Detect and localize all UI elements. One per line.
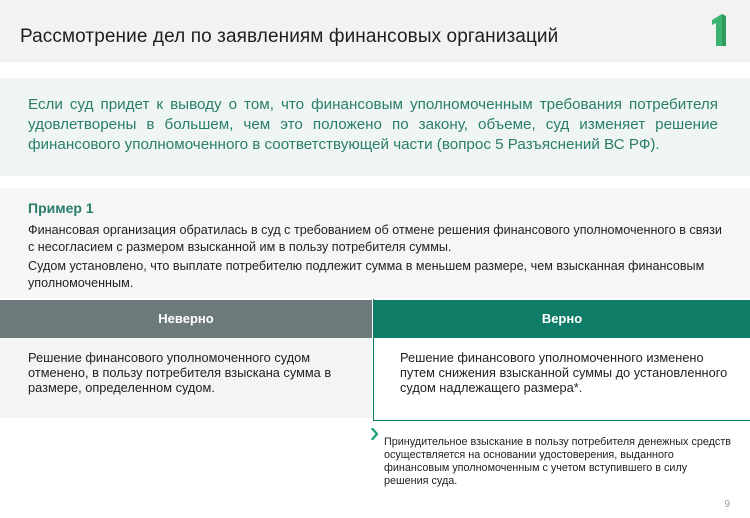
wrong-column-header: Неверно (0, 300, 372, 338)
intro-block (0, 78, 750, 176)
wrong-column-text: Решение финансового уполномоченного судом отменено, в пользу потребителя взыскана сумма в размере, определенном судом. (28, 350, 332, 395)
example-paragraph-1: Финансовая организация обратилась в суд с требованием об отмене решения финансового уполномоченного в связи с несогласием с размером взысканной им в пользу потребителя суммы. (28, 223, 722, 254)
example-block (0, 188, 750, 298)
intro-text: Если суд придет к выводу о том, что финансовым уполномоченным требования потребителя удовлетворены в большем, чем это положено по закону, объеме, суд изменяет решение финансового уполномоченного в соответствующей части (вопрос 5 Разъяснений ВС РФ). (28, 96, 718, 153)
chevron-right-icon (371, 428, 379, 440)
digit-one-logo-icon (706, 12, 730, 48)
footnote-text: Принудительное взыскание в пользу потребителя денежных средств осуществляется на основании удостоверения, выданного финансовым уполномоченным с учетом вступившего в силу решения суда. (384, 436, 732, 487)
example-paragraph-2: Судом установлено, что выплате потребителю подлежит сумма в меньшем размере, чем взысканная финансовым уполномоченным. (28, 259, 705, 290)
right-column-text: Решение финансового уполномоченного изменено путем снижения взысканной суммы до установленного судом надлежащего размера*. (400, 350, 728, 395)
example-title: Пример 1 (28, 200, 94, 216)
right-column-header: Верно (374, 300, 750, 338)
slide-header (0, 0, 750, 62)
slide-title: Рассмотрение дел по заявлениям финансовых организаций (20, 26, 559, 47)
page-number: 9 (724, 499, 730, 510)
